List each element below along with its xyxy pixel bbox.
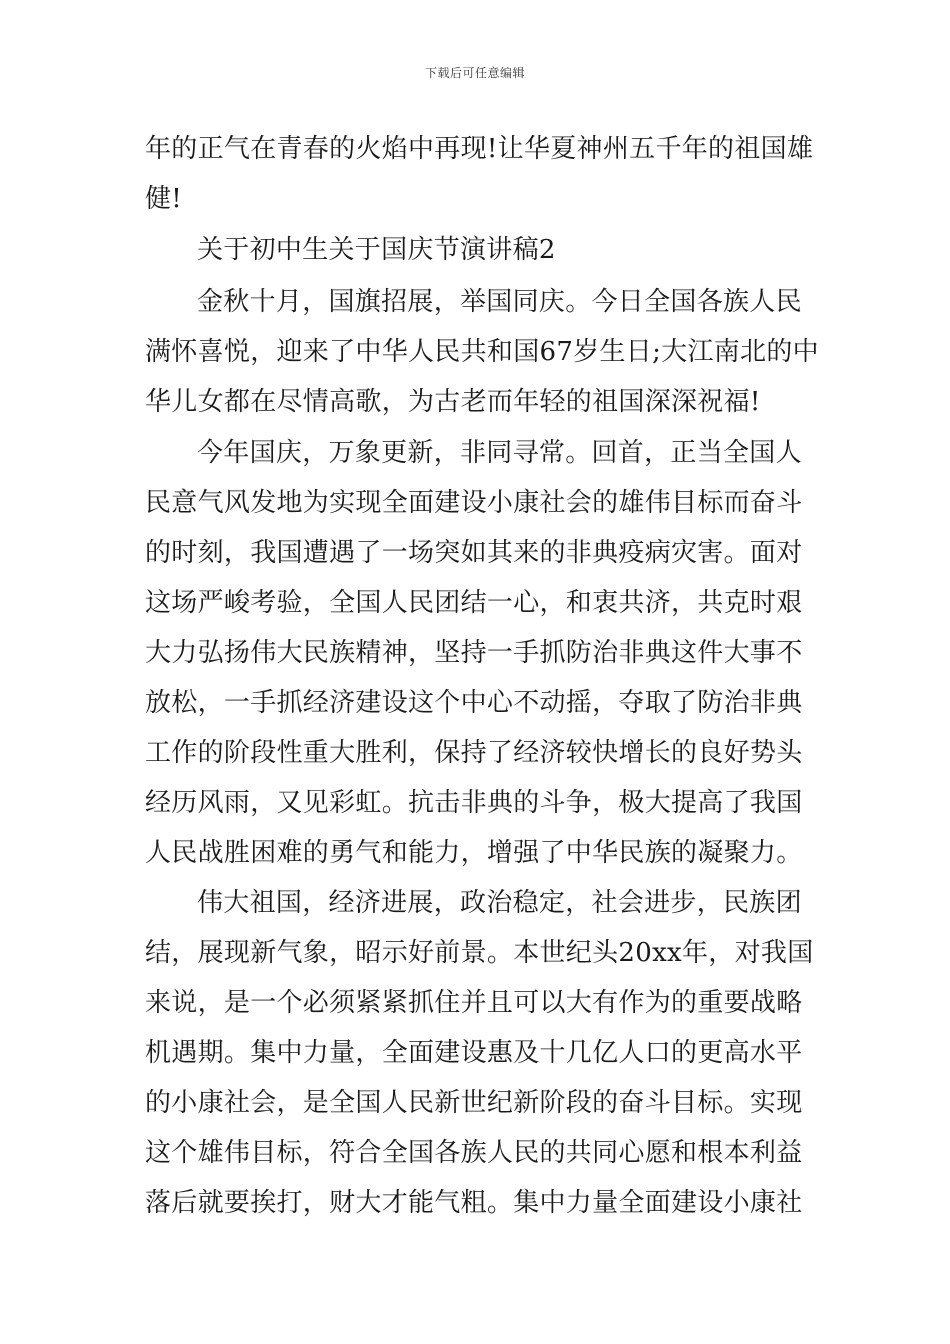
text-line: 的时刻，我国遭遇了一场突如其来的非典疫病灾害。面对 bbox=[145, 538, 803, 568]
text-line: 经历风雨，又见彩虹。抗击非典的斗争，极大提高了我国 bbox=[145, 788, 803, 818]
text-line: 落后就要挨打，财大才能气粗。集中力量全面建设小康社 bbox=[145, 1188, 803, 1218]
text-line: 的小康社会，是全国人民新世纪新阶段的奋斗目标。实现 bbox=[145, 1088, 803, 1118]
text-line: 来说，是一个必须紧紧抓住并且可以大有作为的重要战略 bbox=[145, 988, 803, 1018]
page-header: 下载后可任意编辑 bbox=[424, 66, 525, 80]
text-line: 年的正气在青春的火焰中再现!让华夏神州五千年的祖国雄 bbox=[145, 134, 814, 164]
text-line: 伟大祖国，经济进展，政治稳定，社会进步，民族团 bbox=[197, 888, 802, 918]
text-line: 金秋十月，国旗招展，举国同庆。今日全国各族人民 bbox=[197, 287, 802, 317]
text-line: 结，展现新气象，昭示好前景。本世纪头20xx年，对我国 bbox=[145, 938, 814, 968]
text-line: 今年国庆，万象更新，非同寻常。回首，正当全国人 bbox=[197, 438, 802, 468]
text-line: 健! bbox=[145, 184, 183, 214]
section-title: 关于初中生关于国庆节演讲稿2 bbox=[197, 235, 556, 265]
text-line: 民意气风发地为实现全面建设小康社会的雄伟目标而奋斗 bbox=[145, 488, 803, 518]
text-line: 大力弘扬伟大民族精神，坚持一手抓防治非典这件大事不 bbox=[145, 638, 803, 668]
text-line: 这个雄伟目标，符合全国各族人民的共同心愿和根本利益 bbox=[145, 1138, 803, 1168]
text-line: 华儿女都在尽情高歌，为古老而年轻的祖国深深祝福! bbox=[145, 387, 761, 417]
text-line: 放松，一手抓经济建设这个中心不动摇，夺取了防治非典 bbox=[145, 688, 803, 718]
text-line: 满怀喜悦，迎来了中华人民共和国67岁生日;大江南北的中 bbox=[145, 337, 819, 367]
text-line: 这场严峻考验，全国人民团结一心，和衷共济，共克时艰 bbox=[145, 588, 803, 618]
text-line: 工作的阶段性重大胜利，保持了经济较快增长的良好势头 bbox=[145, 738, 803, 768]
text-line: 机遇期。集中力量，全面建设惠及十几亿人口的更高水平 bbox=[145, 1038, 803, 1068]
text-line: 人民战胜困难的勇气和能力，增强了中华民族的凝聚力。 bbox=[145, 838, 803, 868]
